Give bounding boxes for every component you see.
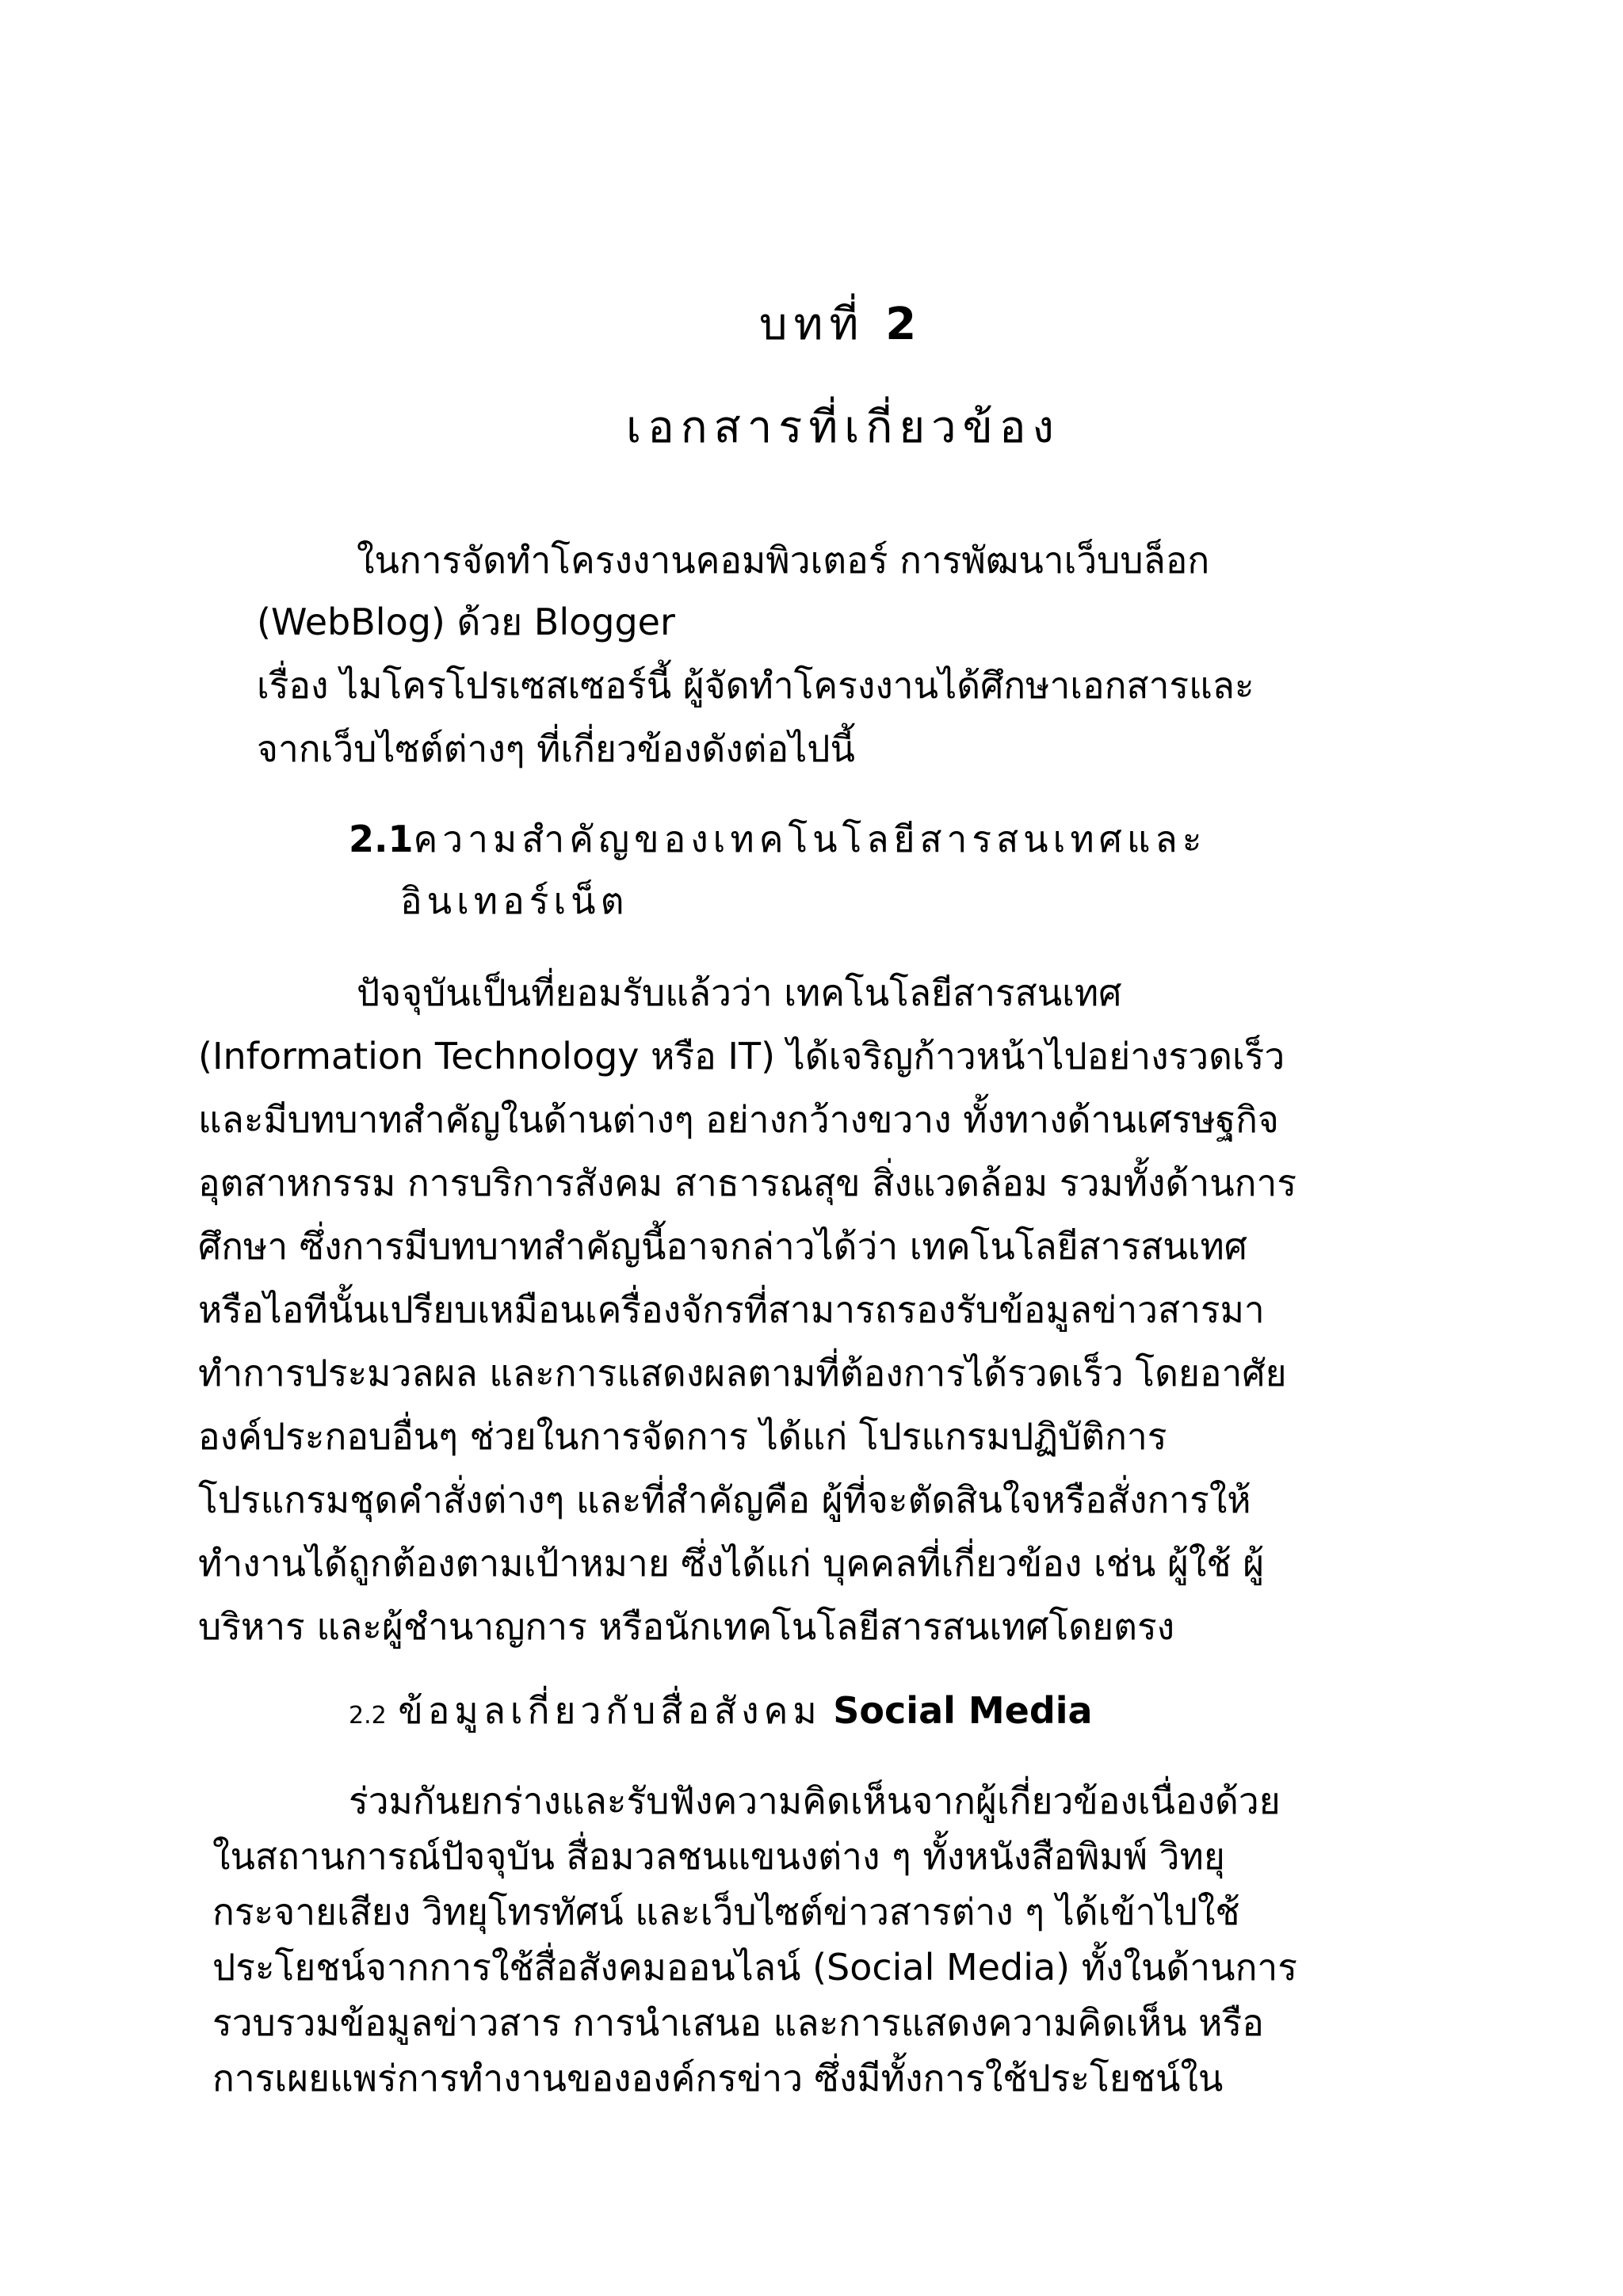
section-1-line-4: อุตสาหกรรม การบริการสังคม สาธารณสุข สิ่งแวดล้อม รวมทั้งด้านการ <box>198 1161 1297 1204</box>
section-1-line-6: หรือไอทีนั้นเปรียบเหมือนเครื่องจักรที่สามารถรองรับข้อมูลข่าวสารมา <box>198 1288 1265 1331</box>
section-1-line-9: โปรแกรมชุดคำสั่งต่างๆ และที่สำคัญคือ ผู้ที่จะตัดสินใจหรือสั่งการให้ <box>198 1478 1251 1521</box>
section-2-line-1: ร่วมกันยกร่างและรับฟังความคิดเห็นจากผู้เกี่ยวข้องเนื่องด้วย <box>349 1779 1281 1822</box>
section-1-line-8: องค์ประกอบอื่นๆ ช่วยในการจัดการ ได้แก่ โปรแกรมปฏิบัติการ <box>198 1415 1167 1458</box>
section-1-line-5: ศึกษา ซึ่งการมีบทบาทสำคัญนี้อาจกล่าวได้ว่า เทคโนโลยีสารสนเทศ <box>198 1225 1248 1268</box>
section-1-line-7: ทำการประมวลผล และการแสดงผลตามที่ต้องการได้รวดเร็ว โดยอาศัย <box>198 1352 1287 1394</box>
section-2-line-4: ประโยชน์จากการใช้สื่อสังคมออนไลน์ (Social Media) ทั้งในด้านการ <box>212 1946 1297 1989</box>
section-2-title: ข้อมูลเกี่ยวกับสื่อสังคม <box>398 1689 822 1732</box>
chapter-number: 2 <box>885 299 923 350</box>
section-1-line-11: บริหาร และผู้ชำนาญการ หรือนักเทคโนโลยีสารสนเทศโดยตรง <box>198 1605 1175 1648</box>
intro-line-4: จากเว็บไซต์ต่างๆ ที่เกี่ยวข้องดังต่อไปนี้ <box>257 727 855 770</box>
section-1-line-3: และมีบทบาทสำคัญในด้านต่างๆ อย่างกว้างขวาง ทั้งทางด้านเศรษฐกิจ <box>198 1098 1279 1141</box>
section-2-title-en: Social Media <box>833 1689 1093 1732</box>
section-2-line-5: รวบรวมข้อมูลข่าวสาร การนำเสนอ และการแสดงความคิดเห็น หรือ <box>212 2001 1264 2044</box>
intro-line-2: (WebBlog) ด้วย Blogger <box>257 601 675 643</box>
section-2-heading <box>349 1689 1093 1732</box>
intro-line-3: เรื่อง ไมโครโปรเซสเซอร์นี้ ผู้จัดทำโครงงานได้ศึกษาเอกสารและ <box>257 664 1254 707</box>
chapter-heading <box>759 299 923 350</box>
section-2-number: 2.2 <box>349 1702 387 1730</box>
chapter-label: บทที่ <box>759 299 865 350</box>
section-2-line-6: การเผยแพร่การทำงานขององค์กรข่าว ซึ่งมีทั้งการใช้ประโยชน์ใน <box>212 2057 1224 2100</box>
section-1-line-2: (Information Technology หรือ IT) ได้เจริญก้าวหน้าไปอย่างรวดเร็ว <box>198 1035 1285 1077</box>
chapter-title: เอกสารที่เกี่ยวข้อง <box>626 402 1060 453</box>
section-1-line-10: ทำงานได้ถูกต้องตามเป้าหมาย ซึ่งได้แก่ บุคคลที่เกี่ยวข้อง เช่น ผู้ใช้ ผู้ <box>198 1542 1265 1585</box>
section-1-title-line-2: อินเทอร์เน็ต <box>400 879 629 922</box>
section-1-line-1: ปัจจุบันเป็นที่ยอมรับแล้วว่า เทคโนโลยีสารสนเทศ <box>357 971 1122 1014</box>
section-1-heading <box>349 818 1207 860</box>
section-2-line-2: ในสถานการณ์ปัจจุบัน สื่อมวลชนแขนงต่าง ๆ ทั้งหนังสือพิมพ์ วิทยุ <box>212 1835 1225 1878</box>
section-1-number: 2.1 <box>349 818 414 860</box>
section-1-title: ความสำคัญของเทคโนโลยีสารสนเทศและ <box>413 818 1207 860</box>
intro-line-1: ในการจัดทำโครงงานคอมพิวเตอร์ การพัฒนาเว็บบล็อก <box>357 539 1210 582</box>
section-2-line-3: กระจายเสียง วิทยุโทรทัศน์ และเว็บไซต์ข่าวสารต่าง ๆ ได้เข้าไปใช้ <box>212 1890 1240 1933</box>
